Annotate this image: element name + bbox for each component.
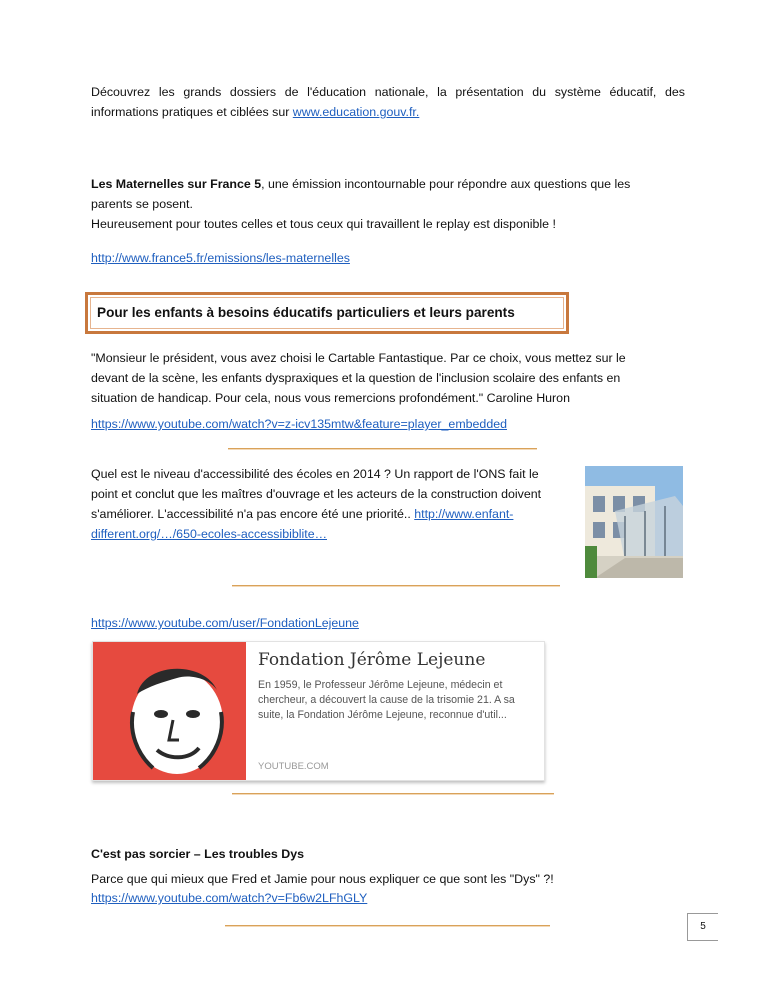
enfant-different-link[interactable]: http://www.enfant-different.org/…/650-ecoles-accessibiblite…: [91, 507, 514, 541]
sorcier-text: Parce que qui mieux que Fred et Jamie pour nous expliquer ce que sont les "Dys" ?!: [91, 872, 554, 886]
cartable-quote: [91, 348, 666, 408]
intro-paragraph: [91, 82, 685, 122]
card-title: Fondation Jérôme Lejeune: [258, 650, 486, 670]
section-heading-box: [85, 292, 569, 334]
accessibilite-text: Quel est le niveau d'accessibilité des écoles en 2014 ? Un rapport de l'ONS fait le point et conclut que les maîtres d'ouvrage et les acteurs de la construction doivent s'améliorer. L'accessibilité n'a pas encore été une priorité..: [91, 467, 542, 521]
divider-3: [232, 793, 554, 794]
card-description: En 1959, le Professeur Jérôme Lejeune, médecin et chercheur, a découvert la cause de la trisomie 21. A sa suite, la Fondation Jérôme Lejeune, reconnue d'util...: [258, 679, 515, 721]
lejeune-portrait-thumbnail: [93, 642, 246, 780]
maternelles-title: Les Maternelles sur France 5: [91, 177, 262, 191]
accessibilite-paragraph: [91, 464, 566, 544]
maternelles-text: , une émission incontournable pour répondre aux questions que les parents se posent.: [91, 177, 631, 211]
school-building-photo: [585, 466, 683, 578]
divider-2: [232, 585, 560, 586]
sorcier-youtube-link[interactable]: https://www.youtube.com/watch?v=Fb6w2LFhGLY: [91, 891, 368, 905]
cartable-quote-text: "Monsieur le président, vous avez choisi le Cartable Fantastique. Par ce choix, vous mettez sur le devant de la scène, les enfants dyspraxiques et la question de l'inclusion scolaire des enfants en situation de handicap. Pour cela, nous vous remercions profondément." Caroline Huron: [91, 351, 626, 405]
education-gouv-link[interactable]: www.education.gouv.fr.: [292, 105, 420, 119]
intro-text: Découvrez les grands dossiers de l'éducation nationale, la présentation du système éducatif, des informations pratiques et ciblées sur: [91, 85, 685, 119]
fondation-lejeune-link[interactable]: https://www.youtube.com/user/FondationLejeune: [91, 616, 359, 630]
cartable-youtube-link[interactable]: https://www.youtube.com/watch?v=z-icv135mtw&feature=player_embedded: [91, 417, 507, 431]
section-heading: Pour les enfants à besoins éducatifs particuliers et leurs parents: [97, 305, 515, 320]
fondation-lejeune-card[interactable]: [92, 641, 545, 781]
divider-4: [225, 925, 550, 926]
maternelles-paragraph: [91, 174, 666, 234]
france5-link[interactable]: http://www.france5.fr/emissions/les-maternelles: [91, 251, 350, 265]
divider-1: [228, 448, 537, 449]
card-domain: YOUTUBE.COM: [258, 761, 329, 772]
sorcier-title: C'est pas sorcier – Les troubles Dys: [91, 847, 304, 861]
page-number: 5: [687, 913, 718, 941]
maternelles-replay-text: Heureusement pour toutes celles et tous ceux qui travaillent le replay est disponible !: [91, 217, 556, 231]
